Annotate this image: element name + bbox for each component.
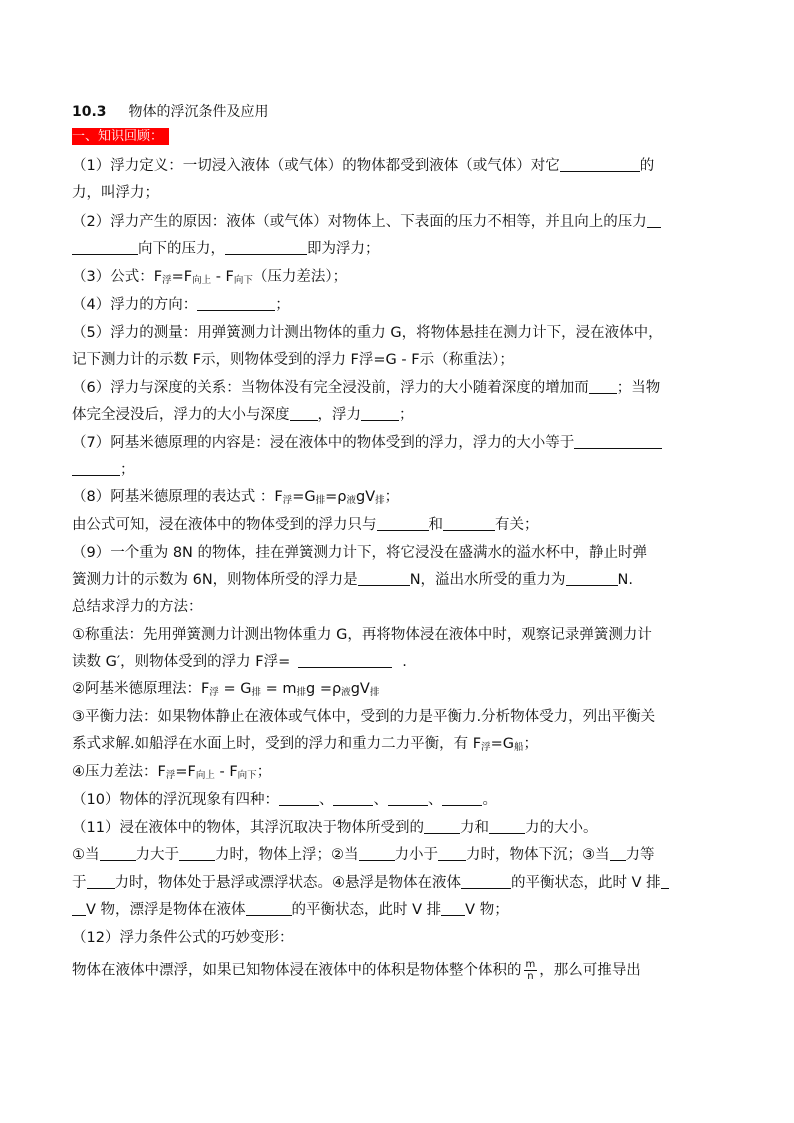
answer-blank[interactable] — [438, 846, 466, 861]
item-11-cases-line-2: 于 力时，物体处于悬浮或漂浮状态。④悬浮是物体在液体 的平衡状态，此时 V 排 — [72, 873, 669, 893]
answer-blank[interactable] — [179, 846, 215, 861]
answer-blank[interactable] — [566, 571, 618, 586]
item-5-line-2: 记下测力计的示数 F示，则物体受到的浮力 F浮=G - F示（称重法）； — [72, 352, 514, 368]
answer-blank[interactable] — [358, 571, 410, 586]
page-title: 10.3 物体的浮沉条件及应用 — [72, 104, 269, 120]
answer-blank[interactable] — [489, 819, 525, 834]
method-4: ④压力差法：$F_浮=F_{向上} - F_{向下}$； — [72, 764, 272, 781]
item-12-heading: （12）浮力条件公式的巧妙变形： — [72, 930, 294, 946]
method-1-line-2: 读数 G′，则物体受到的浮力 F浮= . — [72, 654, 407, 670]
answer-blank[interactable] — [589, 379, 617, 394]
item-8-formula: （8）阿基米德原理的表达式 ：$F_浮=G_排=\rho_液gV_排$； — [72, 489, 400, 506]
answer-blank[interactable] — [443, 516, 495, 531]
answer-blank[interactable] — [246, 901, 292, 916]
answer-blank[interactable] — [290, 406, 318, 421]
item-7-line-2: ； — [72, 460, 135, 480]
answer-blank[interactable] — [197, 296, 275, 311]
item-8-note: 由公式可知，浸在液体中的物体受到的浮力只与 和 有关； — [72, 517, 539, 533]
method-2: ②阿基米德原理法：$F_浮 = G_排 = m_排g =\rho_液gV_排$ — [72, 681, 380, 698]
answer-blank[interactable] — [560, 157, 640, 172]
item-9-line-2: 簧测力计的示数为 6N，则物体所受的浮力是 N，溢出水所受的重力为 N. — [72, 572, 634, 588]
answer-blank[interactable] — [377, 516, 429, 531]
item-11-cases-line-1: ①当 力大于 力时，物体上浮；②当 力小于 力时，物体下沉；③当 力等 — [72, 847, 655, 863]
item-1-line-1: （1）浮力定义：一切浸入液体（或气体）的物体都受到液体（或气体）对它 的 — [72, 158, 655, 174]
answer-blank[interactable] — [388, 791, 428, 806]
method-3-line-1: ③平衡力法：如果物体静止在液体或气体中，受到的力是平衡力.分析物体受力，列出平衡关 — [72, 709, 656, 725]
answer-blank[interactable] — [87, 874, 115, 889]
answer-blank[interactable] — [72, 461, 120, 476]
item-6-line-2: 体完全浸没后，浮力的大小与深度 ，浮力 ； — [72, 407, 414, 423]
item-2-line-1: （2）浮力产生的原因：液体（或气体）对物体上、下表面的压力不相等，并且向上的压力 — [72, 212, 661, 232]
item-11: （11）浸在液体中的物体，其浮沉取决于物体所受到的 力和 力的大小。 — [72, 820, 598, 836]
item-7-line-1: （7）阿基米德原理的内容是：浸在液体中的物体受到的浮力，浮力的大小等于 — [72, 433, 662, 453]
answer-blank[interactable] — [225, 240, 307, 255]
item-1-line-2: 力，叫浮力； — [72, 185, 159, 201]
answer-blank[interactable] — [333, 791, 373, 806]
methods-heading: 总结求浮力的方法： — [72, 599, 203, 615]
answer-blank[interactable] — [461, 874, 511, 889]
item-11-cases-line-3: V 物，漂浮是物体在液体 的平衡状态，此时 V 排 V 物； — [72, 900, 509, 920]
item-4: （4）浮力的方向： ； — [72, 297, 290, 313]
item-12-line-1: 物体在液体中漂浮，如果已知物体浸在液体中的体积是物体整个体积的 $\frac{m}{n}$ ，那么可推导出 — [72, 959, 641, 982]
answer-blank[interactable] — [298, 653, 392, 668]
answer-blank[interactable] — [424, 819, 460, 834]
answer-blank[interactable] — [72, 901, 86, 916]
answer-blank[interactable] — [610, 846, 626, 861]
answer-blank[interactable] — [361, 406, 399, 421]
item-10: （10）物体的浮沉现象有四种： 、 、 、 。 — [72, 792, 497, 808]
answer-blank[interactable] — [574, 434, 662, 449]
answer-blank[interactable] — [359, 846, 395, 861]
answer-blank[interactable] — [72, 240, 138, 255]
item-3-formula: （3）公式：$F_浮=F_{向上} - F_{向下}$（压力差法）； — [72, 269, 348, 286]
answer-blank[interactable] — [647, 213, 661, 228]
item-6-line-1: （6）浮力与深度的关系：当物体没有完全浸没前，浮力的大小随着深度的增加而 ；当物 — [72, 380, 661, 396]
item-5-line-1: （5）浮力的测量：用弹簧测力计测出物体的重力 G，将物体悬挂在测力计下，浸在液体中， — [72, 325, 663, 341]
answer-blank[interactable] — [279, 791, 319, 806]
fraction-m-over-n: $\frac{m}{n}$ — [525, 959, 536, 982]
answer-blank[interactable] — [441, 901, 465, 916]
item-2-line-2: 向下的压力， 即为浮力； — [72, 239, 380, 259]
method-3-line-2: 系式求解.如船浮在水面上时，受到的浮力和重力二力平衡，有 $F_浮=G_船$； — [72, 736, 538, 753]
answer-blank[interactable] — [442, 791, 482, 806]
item-9-line-1: （9）一个重为 8N 的物体，挂在弹簧测力计下，将它浸没在盛满水的溢水杯中，静止时弹 — [72, 545, 648, 561]
section-heading: 一、知识回顾： — [72, 126, 169, 147]
answer-blank[interactable] — [661, 874, 669, 889]
method-1-line-1: ①称重法：先用弹簧测力计测出物体重力 G，再将物体浸在液体中时，观察记录弹簧测力计 — [72, 627, 652, 643]
answer-blank[interactable] — [100, 846, 136, 861]
